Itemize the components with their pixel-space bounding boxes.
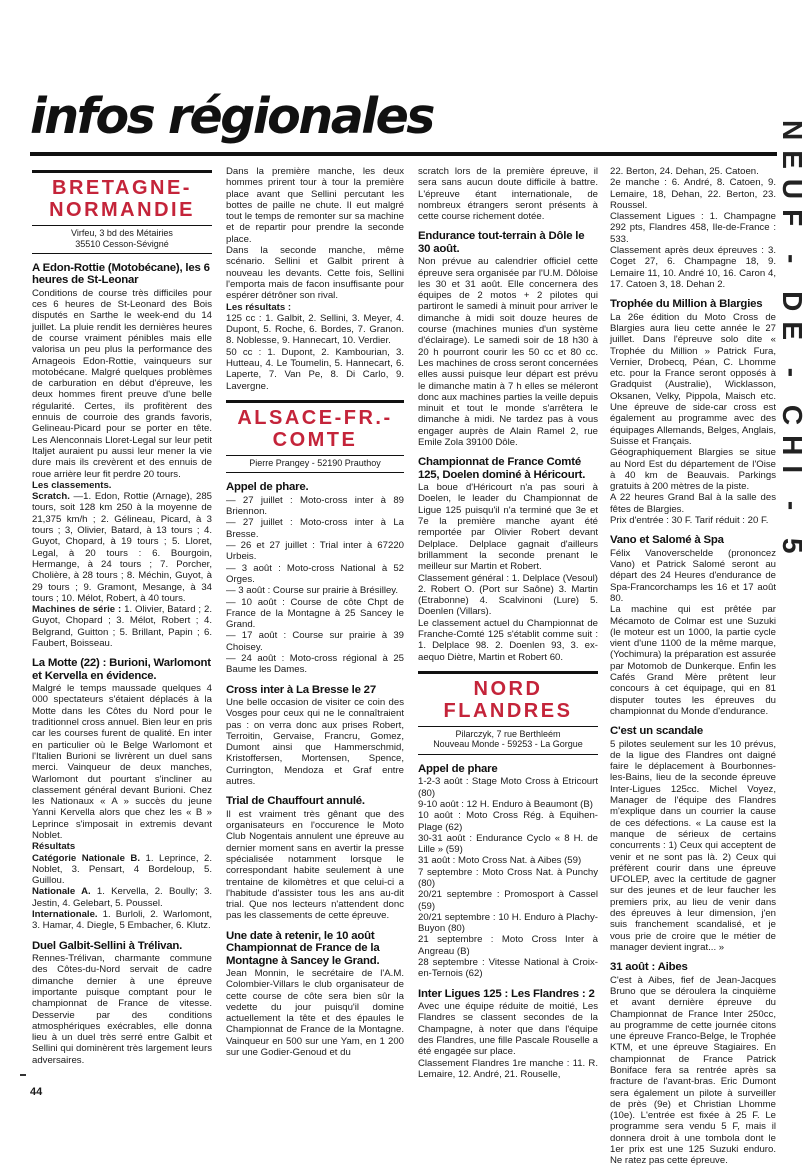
event-item: 28 septembre : Vitesse National à Croix-en-Ternois (62) — [418, 957, 598, 980]
article-paragraph: Classement après deux épreuves : 3. Coget 27, 6. Champagne 18, 9. Lemaire 11, 10. André 10, 16. Caron 4, 17. Catoen 3, 18. Dehan 2. — [610, 245, 776, 290]
event-item: — 10 août : Course de côte Chpt de France de la Montagne à 25 Sancey le Grand. — [226, 596, 404, 631]
article-paragraph: Dans la première manche, les deux hommes prirent tour à tour la première place avant que Sellini percutant les bottes de paille ne chute. Il eut malgré tout le temps de remonter sur sa machine et de repartir pour prendre la seconde place. — [226, 166, 404, 245]
article-paragraph: Classement Flandres 1re manche : 11. R. Lemaire, 12. André, 21. Rouselle, — [418, 1057, 598, 1080]
result-text: 1. Leprince, 2. Noblet, 3. Pensart, 4 Bordeloup, 5. Guillou. — [32, 852, 212, 887]
article-paragraph: La machine qui est prêtée par Mécamoto de Colmar est une Suzuki (le moteur est un 1000, la partie cycle vient d'une 1100 de la même marque, (Yochimura) la préparation est assurée par Motomob de Dunkerque. Enfin les Cafés Grand Mère prêtent leur concours à cet équipage, qui en 81 disputer toutes les épreuves du championnat du Monde d'endurance. — [610, 604, 776, 717]
edge-mark — [20, 1074, 26, 1076]
article-paragraph: La 26e édition du Moto Cross de Blargies aura lieu cette année le 27 juillet. Dans l'épreuve solo dite « Trophée du Million » Patrick Fura, Vernier, Drobecq, Péan, C. Lhomme etc. pour la France seront opposés à Gradquist (Australie), Wicklasson, Oksanen, Velky, Pippola, Maisch etc. Une épreuve de side-car cross est également au programme avec des équipages Allemands, Belges, Anglais, Suisse et Français. — [610, 311, 776, 447]
result-paragraph: 125 cc : 1. Galbit, 2. Sellini, 3. Meyer, 4. Dupont, 5. Roche, 6. Bordes, 7. Granon. 8. Noblesse, 9. Hannecart, 10. Verdier. — [226, 312, 404, 347]
article-title: Vano et Salomé à Spa — [610, 534, 724, 547]
region-header-nord: NORD FLANDRES — [418, 671, 598, 727]
result-text: —1. Edon, Rottie (Arnage), 285 tours, soit 128 km 250 à la moyenne de 21,375 km/h ; 2. Gélineau, Picard, à 3 tours ; 3, Olivier, Batard, à 13 tours ; 4. Guyot, Chopard, à 19 tours ; 5. Lloret, Legal, à 20 tours : 6. Bourgoin, Hermange, à 24 tours ; 7. Porcher, Cholière, à 28 tours ; 8. Méchin, Guyot, à 29 tours ; 9. Gramont, Mesange, à 34 tours ; 10. Mélot, Robert, à 40 tours. — [32, 491, 212, 604]
page-title: infos régionales — [30, 88, 433, 145]
article-title: Appel de phare — [418, 762, 498, 775]
article-title: 31 août : Aibes — [610, 961, 688, 974]
article-title: Endurance tout-terrain à Dôle le 30 août. — [418, 230, 585, 255]
result-text: 1. Burloli, 2. Warlomont, 3. Hamar, 4. Diegle, 5 Embacher, 6. Klutz. — [32, 909, 212, 932]
side-margin-text — [778, 120, 808, 1070]
event-item: 20/21 septembre : 10 H. Enduro à Plachy-Buyon (80) — [418, 911, 598, 935]
article-paragraph: Il est vraiment très gênant que des organisateurs en l'occurence le Moto Club Nogentais annulent une épreuve au dernier moment sans en avertir la presse spécialisée notamment lorsque le correspondant habite seulement à une trentaine de kilomètres et que celui-ci a l'habitude d'assister tous les ans au-dit trial. Que nos lecteurs n'attendent donc pas les classements de cette épreuve. — [226, 808, 404, 922]
article-title: Inter Ligues 125 : Les Flandres : 2 — [418, 987, 595, 1000]
event-item: 20/21 septembre : Promosport à Cassel (59) — [418, 889, 598, 912]
column-4 — [610, 166, 776, 1167]
event-item: — 3 août : Course sur prairie à Brésilley. — [226, 585, 399, 597]
result-paragraph — [32, 604, 212, 649]
column-1 — [32, 170, 212, 1066]
article-title: Appel de phare. — [226, 481, 309, 494]
side-text-label: NEUF - DE - CHI - 5 — [777, 120, 808, 564]
article-title: Une date à retenir, le 10 août Championnat de France de la Montagne à Sancey le Grand. — [226, 929, 380, 967]
article-paragraph: Malgré le temps maussade quelques 4 000 spectateurs s'étaient déplacés à la Motte dans les Côtes du Nord pour le traditionnel cross annuel. Bien leur en pris car les courses furent de qualité. En inter en particulier où le Belge Warlomont et l'Italien Burioni se livrèrent un duel sans merci. Vainqueur de deux manches, Warlomont dut pourtant s'incliner au classement général devant Burioni. Chez les Nationaux « A » succès du jeune Yanni Kervella alors que chez les « B » Leprince s'imposait in extremis devant Noblet. — [32, 683, 212, 841]
article-paragraph: 2e manche : 6. André, 8. Catoen, 9. Lemaire, 18, Dehan, 22. Berton, 23. Roussel. — [610, 177, 776, 211]
result-paragraph — [32, 853, 212, 887]
article-paragraph: Classement Ligues : 1. Champagne 292 pts, Flandres 458, Ile-de-France : 533. — [610, 211, 776, 245]
event-item: — 24 août : Moto-cross régional à 25 Baume les Dames. — [226, 653, 404, 676]
result-paragraph — [32, 491, 212, 604]
event-item: 31 août : Moto Cross Nat. à Aibes (59) — [418, 855, 582, 867]
subheading: Les classements. — [32, 479, 112, 491]
event-item: — 3 août : Moto-cross National à 52 Orges. — [226, 562, 404, 585]
contact-line: Pilarczyk, 7 rue Berthleém — [455, 728, 561, 739]
column-3 — [418, 166, 598, 1080]
event-item: — 27 juillet : Moto-cross inter à La Bresse. — [226, 517, 404, 540]
article-title: A Edon-Rottie (Motobécane), les 6 heures de St-Leonar — [32, 262, 210, 287]
article-paragraph: Félix Vanoverschelde (prononcez Vano) et Patrick Salomé seront au départ des 24 Heures d'endurance de Spa-Francorchamps les 16 et 17 août 80. — [610, 547, 776, 604]
article-paragraph: Dans la seconde manche, même scénario. Sellini et Galbit prirent à nouveau les devants. Cette fois, Sellini l'emporta mais de facon insuffisante pour espérer détrôner son rival. — [226, 245, 404, 302]
result-label: Internationale. — [32, 909, 98, 921]
event-item: 30-31 août : Endurance Cyclo « 8 H. de Lille » (59) — [418, 832, 598, 856]
article-title: C'est un scandale — [610, 725, 703, 738]
article-paragraph: 5 pilotes seulement sur les 10 prévus, de la ligue des Flandres ont daigné faire le déplacement à Bourbonnes-les-Bains, lieu de la seconde épreuve Inter-Ligues 125cc. Michel Voyez, Manager de l'équipe des Flandres m'explique dans un courrier la cause de ces défections. « La cause est la manque de sérieux de certains concurrents : 1) Ceux qui acceptent de venir et ne sont pas là. 2) Ceux qui préfèrent courir dans une épreuve UFOLEP, avec la certitude de gagner sur des jeunes et de leur faucher les premiers prix, au lieu de venir dans des épreuves à leur dimension, j'en suis franchement scandalisé, et je vous prie de croire que le métier de manager devient ingrat... » — [610, 738, 776, 953]
article-paragraph: Une belle occasion de visiter ce coin des Vosges pour ceux qui ne le connaîtraient pas : on verra donc aux prises Robert, Terroitin, Gervaise, Francru, Gomez, Dumont ainsi que Hammerschmid, Kristoffersen, Mortensen, Spence, Currington, Mendoza et Graf entre autres. — [226, 697, 404, 788]
event-item: 1-2-3 août : Stage Moto Cross à Etricourt (80) — [418, 776, 598, 799]
article-paragraph: Classement général : 1. Delplace (Vesoul) 2. Robert O. (Port sur Saône) 3. Martin (Etrabonne) 4. Scalvinoni (Lure) 5. Doenlen (Villars). — [418, 572, 598, 618]
subheading: Résultats — [32, 841, 76, 853]
region-contact-bretagne — [32, 228, 212, 254]
event-item: 10 août : Moto Cross Rég. à Equihen-Plage (62) — [418, 810, 598, 833]
article-paragraph: Géographiquement Blargies se situe au Nord Est du département de l'Oise à 40 km de Beauvais. Parkings gratuits à 200 mètres de la piste. — [610, 447, 776, 493]
article-title: Duel Galbit-Sellini à Trélivan. — [32, 939, 183, 952]
article-paragraph: Prix d'entrée : 30 F. Tarif réduit : 20 F. — [610, 515, 769, 527]
column-2 — [226, 166, 404, 1058]
result-paragraph: 50 cc : 1. Dupont, 2. Kambourian, 3. Hutteau, 4. Le Toumelin, 5. Hannecart, 6. Laperte, 7. Van Pe, 8. Di Carlo, 9. Lavergne. — [226, 346, 404, 392]
event-list — [418, 776, 598, 979]
article-paragraph: La boue d'Héricourt n'a pas souri à Doelen, le leader du Championnat de Ligue 125 puisqu'il n'a terminé que 3e et 7e la première manche ayant été remportée par Olivier Robert devant Delplace. Delplace gagnait d'ailleurs brillamment la seconde prenant le meilleur sur Martin et Robert. — [418, 482, 598, 573]
event-list — [226, 495, 404, 676]
result-text: 1. Kervella, 2. Boully; 3. Jestin, 4. Gelebart, 5. Poussel. — [32, 886, 213, 909]
region-header-alsace: ALSACE-FR.-COMTE — [226, 400, 404, 456]
article-paragraph: Jean Monnin, le secrétaire de l'A.M. Colombier-Villars le club organisateur de cette course de côte sera bien sûr la vedette du jour puisqu'il domine actuellement la tête et des épaules le Championnat de France de la Montagne. Vainqueur en 500 sur une Yam, en 1 200 sur une Godier-Genoud et du — [226, 967, 404, 1059]
event-item: 7 septembre : Moto Cross Nat. à Punchy (80) — [418, 866, 598, 889]
article-title: La Motte (22) : Burioni, Warlomont et Kervella en évidence. — [32, 657, 211, 682]
result-text: 1. Olivier, Batard ; 2. Guyot, Chopard ; 3. Mélot, Robert ; 4. Belgrand, Guitton ; 5. Brillant, Papin ; 6. Faubert, Boisseau. — [32, 604, 212, 650]
event-item: 9-10 août : 12 H. Enduro à Beaumont (B) — [418, 798, 593, 810]
result-paragraph — [32, 886, 212, 909]
result-paragraph — [32, 909, 212, 932]
article-paragraph: Le classement actuel du Championnat de Franche-Comté 125 s'établit comme suit : 1. Delplace 98. 2. Doenlen 93, 3. ex-aequo Diètre, Martin et Robert 60. — [418, 617, 598, 663]
article-title: Cross inter à La Bresse le 27 — [226, 683, 376, 696]
contact-line: 35510 Cesson-Sévigné — [75, 238, 169, 249]
contact-line: Nouveau Monde - 59253 - La Gorgue — [433, 739, 583, 750]
result-label: Nationale A. — [32, 886, 91, 898]
result-label: Catégorie Nationale B. — [32, 852, 141, 864]
article-paragraph: Rennes-Trélivan, charmante commune des Côtes-du-Nord servait de cadre dimanche dernier à une épreuve importante puisque comptant pour le championnat de France de vitesse. Desservie par des conditions atmosphériques exécrables, elle donna lieu à un duel très serré entre Galbit et Sellini qui dominèrent très largement leurs adversaires. — [32, 953, 212, 1066]
article-paragraph: Conditions de course très difficiles pour ces 6 heures de St-Leonard des Bois disputés en Sarthe le week-end du 14 juillet. La pluie rendit les dernières heures de course vraiment pénibles mais elle valorisa un peu plus la performance des Arnageois Edon-Rottie, vainqueurs sur motobécane. Malgré quelques problèmes de carburation en début d'épreuve, les deux hommes firent preuve d'une belle régularité. Certes, ils profitèrent des ennuis de courroie des grands favoris, Gelineau-Picard pour se porter en tête. Les Alenconnais Lloret-Legal sur leur petit Italjet auraient pu aussi leur mener la vie dure mais ils crevèrent et des ennuis de roue arrière leur fit perdre 20 tours. — [32, 287, 212, 480]
article-paragraph: 22. Berton, 24. Dehan, 25. Catoen. — [610, 166, 759, 177]
article-title: Trial de Chauffourt annulé. — [226, 795, 365, 808]
event-item: — 27 juillet : Moto-cross inter à 89 Briennon. — [226, 494, 404, 518]
article-paragraph: C'est à Aibes, fief de Jean-Jacques Bruno que se déroulera la cinquième et avant dernière épreuve du Championnat de France Inter 250cc, au programme de cette journée citons une épreuve Franco-Belge, le Trophée KTM, et une épreuve Stagiaires. En championnat de France Patrick Boniface fera sa rentrée après sa fracture de l'avant-bras. Eric Dumont sera également un pilote à surveiller de près (9e) et Christian Lhomme (10e). L'entrée est fixée à 25 F. Le programme sera vendu 5 F, mais il donnera droit à une tombola dont le 1er prix est une 125 Suzuki enduro. Ne ratez pas cette épreuve. — [610, 974, 776, 1167]
page-number: 44 — [30, 1086, 43, 1098]
result-label: Machines de série : — [32, 604, 122, 616]
article-paragraph: Avec une équipe réduite de moitié, Les Flandres se classent secondes de la Champagne, à noter que dans l'équipe des Flandres, une fille Pascale Rouselle a été engagée sur place. — [418, 1001, 598, 1058]
result-label: Scratch. — [32, 491, 70, 503]
event-item: — 17 août : Course sur prairie à 39 Choisey. — [226, 630, 404, 653]
region-contact-nord — [418, 729, 598, 755]
article-paragraph: scratch lors de la première épreuve, il sera sans aucun doute difficile à battre. L'épreuve étant internationale, de nombreux étrangers seront présents à cette course richement dotée. — [418, 166, 598, 223]
event-item: — 26 et 27 juillet : Trial inter à 67220 Urbeis. — [226, 540, 404, 563]
article-title: Trophée du Million à Blargies — [610, 298, 763, 311]
article-title: Championnat de France Comté 125, Doelen dominé à Héricourt. — [418, 456, 586, 481]
subheading: Les résultats : — [226, 301, 292, 313]
region-contact-alsace: Pierre Prangey - 52190 Prauthoy — [226, 458, 404, 474]
contact-line: Virfeu, 3 bd des Métairies — [71, 228, 173, 238]
event-item: 21 septembre : Moto Cross Inter à Angreau (B) — [418, 934, 598, 957]
article-paragraph: A 22 heures Grand Bal à la salle des fêtes de Blargies. — [610, 492, 776, 515]
region-header-bretagne: BRETAGNE-NORMANDIE — [32, 170, 212, 226]
title-rule — [30, 152, 777, 156]
article-paragraph: Non prévue au calendrier officiel cette épreuve sera organisée par l'U.M. Dôloise les 30 et 31 août. Elle concernera des équipes de 2 motos + 2 pilotes qui partiront le samedi à minuit pour arriver le dimanche à midi soit douze heures de course (machines munies d'un système d'éclairage). Le samedi soir de 18 h30 à 20 h pourront courir les 50 cc et 80 cc. Les machines de cross seront concernées elles aussi puisque leur départ est prévu le dimanche matin à 7 h elles se méleront donc aux machines parties la veille depuis minuit et tout le monde s'arrêtera le dimanche à midi. Ne tardez pas à vous engager auprès de Alain Ramel 2, rue Emile Zola 39100 Dôle. — [418, 256, 598, 449]
